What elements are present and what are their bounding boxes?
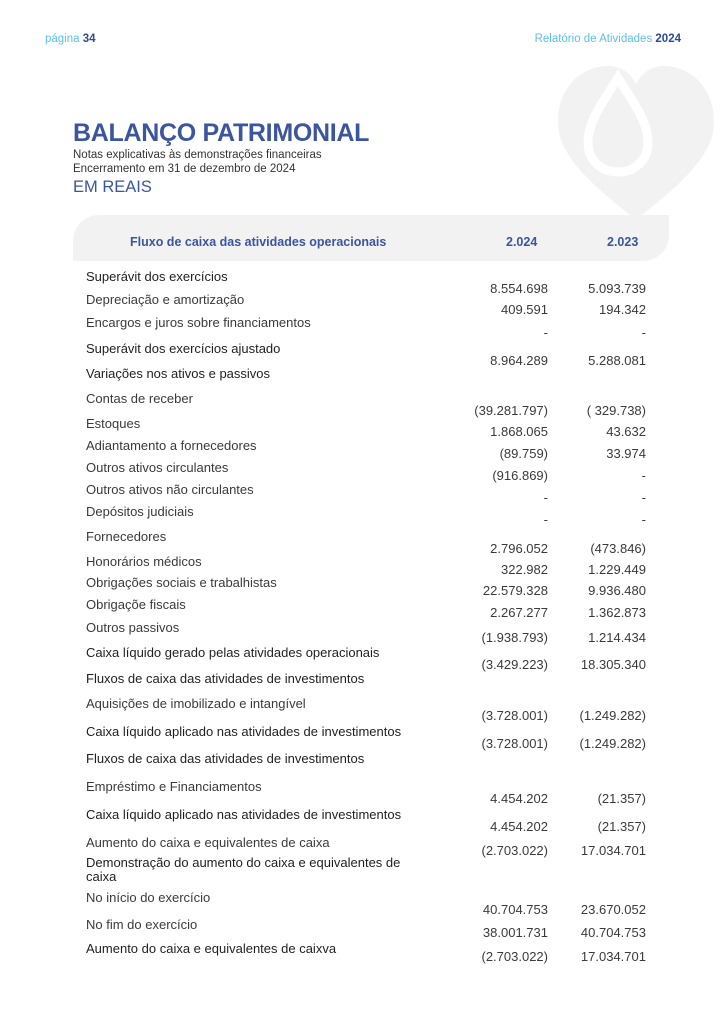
value-2024: (2.703.022) (481, 949, 548, 964)
row-label: Caixa líquido aplicado nas atividades de investimentos (86, 807, 402, 822)
value-2024: 322.982 (501, 562, 548, 577)
value-2023: - (641, 468, 646, 483)
row-label: Honorários médicos (86, 554, 202, 569)
value-2024: - (543, 512, 548, 527)
value-2024: 22.579.328 (482, 583, 548, 598)
value-2023: ( 329.738) (586, 403, 646, 418)
value-2023: (1.249.282) (579, 736, 646, 751)
value-2023: 40.704.753 (580, 925, 646, 940)
value-2023: - (641, 512, 646, 527)
value-2024: (916.869) (492, 468, 548, 483)
row-label: Contas de receber (86, 391, 193, 406)
row-label: Fluxos de caixa das atividades de investimentos (86, 671, 365, 686)
row-label: Aumento do caixa e equivalentes de caixva (86, 941, 337, 956)
row-label: Caixa líquido aplicado nas atividades de investimentos (86, 724, 402, 739)
value-2024: (3.429.223) (481, 657, 548, 672)
value-2024: 8.964.289 (490, 353, 548, 368)
row-label: Fluxos de caixa das atividades de investimentos (86, 751, 365, 766)
header-label: Fluxo de caixa das atividades operacionais (130, 235, 387, 249)
row-label: Outros passivos (86, 620, 180, 635)
row-label: Outros ativos circulantes (86, 460, 229, 475)
value-2023: 9.936.480 (588, 583, 646, 598)
value-2024: 4.454.202 (490, 819, 548, 834)
value-2023: (1.249.282) (579, 708, 646, 723)
value-2024: 8.554.698 (490, 281, 548, 296)
heart-drop-icon (555, 62, 717, 222)
value-2023: (21.357) (597, 819, 646, 834)
header-year-2024: 2.024 (506, 235, 538, 249)
value-2023: (473.846) (590, 541, 646, 556)
report-title (535, 33, 681, 45)
row-label: No fim do exercício (86, 917, 198, 932)
value-2024: 1.868.065 (490, 424, 548, 439)
row-label: Fornecedores (86, 529, 167, 544)
page-indicator (45, 33, 96, 45)
value-2023: 18.305.340 (580, 657, 646, 672)
value-2023: 1.214.434 (588, 630, 646, 645)
row-label: Demonstração do aumento do caixa e equivalentes de caixa (86, 855, 401, 884)
value-2023: 1.229.449 (588, 562, 646, 577)
page-header (45, 33, 681, 49)
value-2024: 40.704.753 (482, 902, 548, 917)
row-label: Superávit dos exercícios ajustado (86, 341, 281, 356)
value-2024: 4.454.202 (490, 791, 548, 806)
value-2024: 38.001.731 (482, 925, 548, 940)
row-label: No início do exercício (86, 890, 211, 905)
value-2023: 17.034.701 (580, 949, 646, 964)
row-label: Adiantamento a fornecedores (86, 438, 257, 453)
report-label: Relatório de Atividades (534, 33, 653, 45)
value-2023: - (641, 325, 646, 340)
value-2023: 17.034.701 (580, 843, 646, 858)
report-year: 2024 (655, 33, 681, 45)
row-label: Obrigaçõe fiscais (86, 597, 186, 612)
value-2024: 2.796.052 (490, 541, 548, 556)
row-label: Depreciação e amortização (86, 292, 245, 307)
value-2024: - (543, 325, 548, 340)
page-label: página (45, 33, 80, 45)
row-label: Depósitos judiciais (86, 504, 194, 519)
subtitle-date: Encerramento em 31 de dezembro de 2024 (73, 163, 296, 175)
value-2023: 33.974 (606, 446, 646, 461)
row-label: Obrigações sociais e trabalhistas (86, 575, 277, 590)
header-year-2023: 2.023 (607, 235, 639, 249)
value-2024: (2.703.022) (481, 843, 548, 858)
row-label: Aumento do caixa e equivalentes de caixa (86, 835, 330, 850)
row-label: Superávit dos exercícios (86, 269, 228, 284)
row-label: Encargos e juros sobre financiamentos (86, 315, 311, 330)
value-2023: 1.362.873 (588, 605, 646, 620)
value-2023: 5.288.081 (588, 353, 646, 368)
row-label: Empréstimo e Financiamentos (86, 779, 262, 794)
value-2024: 2.267.277 (490, 605, 548, 620)
value-2023: - (641, 490, 646, 505)
row-label: Outros ativos não circulantes (86, 482, 254, 497)
value-2024: (39.281.797) (474, 403, 548, 418)
row-label: Variações nos ativos e passivos (86, 366, 271, 381)
value-2024: (1.938.793) (481, 630, 548, 645)
value-2024: (3.728.001) (481, 708, 548, 723)
value-2023: 5.093.739 (588, 281, 646, 296)
subtitle-notes: Notas explicativas às demonstrações financeiras (73, 149, 322, 161)
row-label: Caixa líquido gerado pelas atividades operacionais (86, 645, 380, 660)
value-2023: 43.632 (606, 424, 646, 439)
page-number: 34 (82, 33, 96, 45)
currency-unit: EM REAIS (73, 178, 152, 196)
value-2024: (3.728.001) (481, 736, 548, 751)
value-2023: (21.357) (597, 791, 646, 806)
title-block (73, 118, 369, 197)
value-2023: 23.670.052 (580, 902, 646, 917)
value-2024: - (543, 490, 548, 505)
value-2024: 409.591 (501, 302, 548, 317)
page-title: BALANÇO PATRIMONIAL (73, 119, 370, 147)
row-label: Aquisições de imobilizado e intangível (86, 696, 306, 711)
value-2023: 194.342 (599, 302, 646, 317)
table-header (73, 215, 669, 261)
row-label: Estoques (86, 416, 141, 431)
value-2024: (89.759) (499, 446, 548, 461)
